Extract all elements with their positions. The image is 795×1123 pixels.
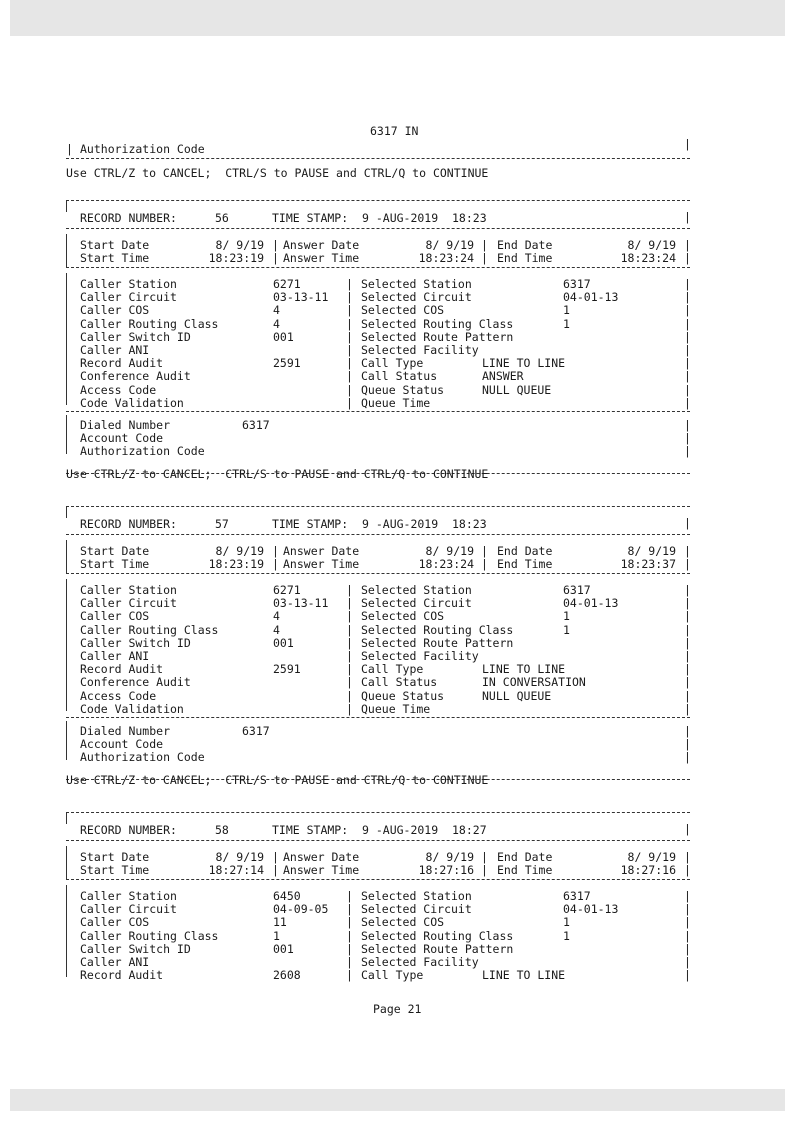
bar: |: [684, 382, 691, 397]
bar: |: [346, 915, 353, 930]
answer-date-label: Answer Date: [283, 850, 360, 864]
bar: |: [272, 863, 279, 877]
scan-top-band: [10, 0, 785, 36]
selected-routing-class: 1: [563, 316, 570, 331]
start-date-label: Start Date: [80, 544, 150, 558]
queue-status: NULL QUEUE: [482, 382, 552, 397]
caller-circuit: 03-13-11: [273, 596, 329, 611]
bar: |: [346, 329, 353, 344]
divider: [66, 534, 690, 535]
page-title: 6317 IN: [370, 124, 419, 138]
bar: |: [684, 343, 691, 357]
bar: |: [481, 238, 488, 252]
selected-routing-class: 1: [563, 928, 570, 943]
bar: |: [684, 316, 691, 331]
code-validation-label: Code Validation: [80, 395, 184, 410]
bar: |: [684, 557, 691, 571]
caller-ani-label: Caller ANI: [80, 649, 150, 663]
selected-cos-label: Selected COS: [361, 303, 445, 318]
queue-status: NULL QUEUE: [482, 688, 552, 703]
bar: |: [684, 238, 691, 252]
caller-station-label: Caller Station: [80, 889, 177, 903]
selected-station-label: Selected Station: [361, 277, 472, 291]
bar: |: [346, 675, 353, 690]
selected-cos: 1: [563, 915, 570, 930]
time-stamp-label: TIME STAMP:: [272, 211, 349, 225]
bar: |: [481, 251, 488, 265]
selected-route-pattern-label: Selected Route Pattern: [361, 635, 514, 650]
record-audit-label: Record Audit: [80, 356, 164, 371]
caller-switch-id: 001: [273, 635, 294, 650]
record-number-label: RECORD NUMBER:: [80, 517, 177, 531]
call-type: LINE TO LINE: [482, 356, 566, 371]
caller-circuit: 04-09-05: [273, 902, 329, 917]
selected-circuit-label: Selected Circuit: [361, 596, 472, 611]
vertical-rule: [66, 885, 67, 977]
call-status: ANSWER: [482, 369, 524, 384]
bar: |: [684, 902, 691, 917]
selected-circuit-label: Selected Circuit: [361, 902, 472, 917]
bar: |: [684, 609, 691, 624]
caller-cos-label: Caller COS: [80, 915, 150, 930]
caller-station: 6271: [273, 583, 301, 597]
selected-circuit-label: Selected Circuit: [361, 290, 472, 305]
caller-switch-id-label: Caller Switch ID: [80, 941, 191, 956]
end-date: 8/ 9/19: [627, 238, 676, 252]
caller-station: 6271: [273, 277, 301, 291]
caller-station: 6450: [273, 889, 301, 903]
bar: |: [684, 277, 691, 291]
record-number-label: RECORD NUMBER:: [80, 211, 177, 225]
bar: |: [346, 596, 353, 611]
bar: |: [346, 955, 353, 969]
call-status-label: Call Status: [361, 369, 438, 384]
bar: |: [272, 544, 279, 558]
start-time-label: Start Time: [80, 251, 150, 265]
call-type-label: Call Type: [361, 968, 424, 983]
divider: [66, 267, 690, 268]
caller-circuit: 03-13-11: [273, 290, 329, 305]
bar: |: [684, 583, 691, 597]
bar: |: [684, 675, 691, 690]
record-audit: 2608: [273, 968, 301, 983]
bar: |: [684, 596, 691, 611]
bar: |: [346, 941, 353, 956]
call-status-label: Call Status: [361, 675, 438, 690]
prev-authorization-code-label: Authorization Code: [80, 142, 205, 156]
bar: |: [272, 238, 279, 252]
start-time-label: Start Time: [80, 557, 150, 571]
bar: |: [684, 822, 691, 836]
selected-facility-label: Selected Facility: [361, 955, 479, 969]
bar: |: [684, 329, 691, 344]
dialed-number: 6317: [242, 724, 270, 738]
caller-cos: 11: [273, 915, 287, 930]
conference-audit-label: Conference Audit: [80, 675, 191, 690]
selected-routing-class: 1: [563, 622, 570, 637]
call-status: IN CONVERSATION: [482, 675, 586, 690]
bar: |: [346, 356, 353, 371]
bar: |: [684, 418, 691, 432]
call-type: LINE TO LINE: [482, 662, 566, 677]
divider: [66, 840, 690, 841]
caller-ani-label: Caller ANI: [80, 955, 150, 969]
queue-time-label: Queue Time: [361, 395, 431, 410]
answer-date: 8/ 9/19: [425, 850, 474, 864]
vertical-rule: [66, 579, 67, 711]
bar: |: [684, 516, 691, 530]
end-time-label: End Time: [497, 557, 553, 571]
divider: [66, 200, 690, 201]
divider: [66, 717, 690, 718]
end-date-label: End Date: [497, 238, 553, 252]
selected-routing-class-label: Selected Routing Class: [361, 622, 514, 637]
bar: |: [684, 662, 691, 677]
bar: |: [481, 557, 488, 571]
selected-circuit: 04-01-13: [563, 596, 619, 611]
queue-status-label: Queue Status: [361, 688, 445, 703]
caller-routing-class: 1: [273, 928, 280, 943]
bar: |: [684, 724, 691, 738]
bar: |: [684, 251, 691, 265]
selected-facility-label: Selected Facility: [361, 649, 479, 663]
bar: |: [684, 137, 691, 151]
bar: |: [684, 850, 691, 864]
answer-time: 18:23:24: [418, 557, 474, 571]
record-audit: 2591: [273, 356, 301, 371]
caller-switch-id-label: Caller Switch ID: [80, 635, 191, 650]
caller-switch-id-label: Caller Switch ID: [80, 329, 191, 344]
time-stamp: 9 -AUG-2019 18:23: [362, 211, 487, 225]
bar: |: [684, 356, 691, 371]
selected-route-pattern-label: Selected Route Pattern: [361, 329, 514, 344]
caller-station-label: Caller Station: [80, 277, 177, 291]
caller-ani-label: Caller ANI: [80, 343, 150, 357]
end-date: 8/ 9/19: [627, 544, 676, 558]
divider: [66, 573, 690, 574]
bar: |: [346, 635, 353, 650]
end-date: 8/ 9/19: [627, 850, 676, 864]
selected-station: 6317: [563, 583, 591, 597]
selected-routing-class-label: Selected Routing Class: [361, 316, 514, 331]
selected-station-label: Selected Station: [361, 583, 472, 597]
instruction-line: Use CTRL/Z to CANCEL; CTRL/S to PAUSE and CTRL/Q to CONTINUE: [66, 467, 489, 481]
start-time: 18:27:14: [208, 863, 264, 877]
bar: |: [684, 444, 691, 458]
bar: |: [272, 850, 279, 864]
answer-time: 18:27:16: [418, 863, 474, 877]
start-date: 8/ 9/19: [215, 850, 264, 864]
bar: |: [346, 968, 353, 983]
end-time-label: End Time: [497, 863, 553, 877]
bar: |: [346, 902, 353, 917]
vertical-rule: [66, 846, 67, 879]
conference-audit-label: Conference Audit: [80, 369, 191, 384]
selected-circuit: 04-01-13: [563, 290, 619, 305]
dialed-number-label: Dialed Number: [80, 418, 171, 432]
record-number-label: RECORD NUMBER:: [80, 823, 177, 837]
answer-time-label: Answer Time: [283, 863, 360, 877]
vertical-rule: [66, 273, 67, 405]
time-stamp: 9 -AUG-2019 18:27: [362, 823, 487, 837]
call-type-label: Call Type: [361, 356, 424, 371]
end-time: 18:27:16: [620, 863, 676, 877]
bar: |: [684, 431, 691, 445]
bar: |: [684, 701, 691, 716]
divider: [66, 506, 690, 507]
caller-cos: 4: [273, 303, 280, 318]
record-number: 57: [215, 517, 229, 531]
instruction-line: Use CTRL/Z to CANCEL; CTRL/S to PAUSE and CTRL/Q to CONTINUE: [66, 166, 489, 180]
bar: |: [346, 369, 353, 384]
bar: |: [346, 583, 353, 597]
caller-station-label: Caller Station: [80, 583, 177, 597]
selected-facility-label: Selected Facility: [361, 343, 479, 357]
caller-cos: 4: [273, 609, 280, 624]
bar: |: [684, 688, 691, 703]
end-time-label: End Time: [497, 251, 553, 265]
queue-time-label: Queue Time: [361, 701, 431, 716]
bar: |: [684, 544, 691, 558]
bar: |: [684, 369, 691, 384]
bar: |: [272, 251, 279, 265]
vertical-rule: [66, 506, 67, 518]
start-date-label: Start Date: [80, 850, 150, 864]
bar: |: [684, 750, 691, 764]
bar: |: [684, 928, 691, 943]
bar: |: [272, 557, 279, 571]
selected-cos-label: Selected COS: [361, 609, 445, 624]
record-number: 56: [215, 211, 229, 225]
vertical-rule: [66, 234, 67, 267]
divider: [66, 411, 690, 412]
instruction-line: Use CTRL/Z to CANCEL; CTRL/S to PAUSE and CTRL/Q to CONTINUE: [66, 773, 489, 787]
queue-status-label: Queue Status: [361, 382, 445, 397]
bar: |: [481, 544, 488, 558]
caller-routing-class: 4: [273, 316, 280, 331]
bar: |: [346, 303, 353, 318]
time-stamp: 9 -AUG-2019 18:23: [362, 517, 487, 531]
answer-date-label: Answer Date: [283, 544, 360, 558]
bar: |: [684, 737, 691, 751]
selected-routing-class-label: Selected Routing Class: [361, 928, 514, 943]
end-time: 18:23:37: [620, 557, 676, 571]
bar: |: [346, 609, 353, 624]
bar: |: [346, 290, 353, 305]
bar: |: [346, 688, 353, 703]
vertical-rule: [66, 721, 67, 760]
caller-switch-id: 001: [273, 941, 294, 956]
caller-cos-label: Caller COS: [80, 609, 150, 624]
selected-cos-label: Selected COS: [361, 915, 445, 930]
dialed-number-label: Dialed Number: [80, 724, 171, 738]
divider: [66, 812, 690, 813]
page-number: Page 21: [373, 1002, 422, 1016]
vertical-rule: [66, 200, 67, 212]
bar: |: [684, 863, 691, 877]
caller-routing-class-label: Caller Routing Class: [80, 928, 219, 943]
selected-circuit: 04-01-13: [563, 902, 619, 917]
account-code-label: Account Code: [80, 737, 164, 751]
answer-time-label: Answer Time: [283, 251, 360, 265]
call-type-label: Call Type: [361, 662, 424, 677]
bar: |: [346, 928, 353, 943]
caller-routing-class: 4: [273, 622, 280, 637]
call-type: LINE TO LINE: [482, 968, 566, 983]
start-time: 18:23:19: [208, 557, 264, 571]
caller-switch-id: 001: [273, 329, 294, 344]
record-number: 58: [215, 823, 229, 837]
bar: |: [684, 649, 691, 663]
selected-station-label: Selected Station: [361, 889, 472, 903]
answer-date: 8/ 9/19: [425, 238, 474, 252]
start-date: 8/ 9/19: [215, 238, 264, 252]
answer-date-label: Answer Date: [283, 238, 360, 252]
start-date: 8/ 9/19: [215, 544, 264, 558]
bar: |: [684, 395, 691, 410]
bar: |: [346, 343, 353, 357]
caller-routing-class-label: Caller Routing Class: [80, 622, 219, 637]
vertical-rule: [66, 812, 67, 824]
bar: |: [684, 915, 691, 930]
bar: |: [346, 316, 353, 331]
bar: |: [684, 955, 691, 969]
selected-cos: 1: [563, 609, 570, 624]
scan-bottom-band: [10, 1089, 785, 1111]
start-time-label: Start Time: [80, 863, 150, 877]
vertical-rule: [66, 415, 67, 454]
bar: |: [346, 382, 353, 397]
bar: |: [684, 889, 691, 903]
end-time: 18:23:24: [620, 251, 676, 265]
bar: |: [684, 622, 691, 637]
bar: |: [346, 395, 353, 410]
record-audit: 2591: [273, 662, 301, 677]
divider: [66, 228, 690, 229]
end-date-label: End Date: [497, 850, 553, 864]
time-stamp-label: TIME STAMP:: [272, 517, 349, 531]
record-audit-label: Record Audit: [80, 662, 164, 677]
selected-station: 6317: [563, 889, 591, 903]
vertical-rule: [66, 540, 67, 573]
divider: [66, 879, 690, 880]
bar: |: [346, 277, 353, 291]
bar: |: [346, 622, 353, 637]
authorization-code-label: Authorization Code: [80, 750, 205, 764]
caller-circuit-label: Caller Circuit: [80, 902, 177, 917]
bar: |: [346, 649, 353, 663]
bar: |: [684, 290, 691, 305]
answer-date: 8/ 9/19: [425, 544, 474, 558]
caller-circuit-label: Caller Circuit: [80, 596, 177, 611]
bar: |: [346, 662, 353, 677]
start-date-label: Start Date: [80, 238, 150, 252]
bar: |: [346, 889, 353, 903]
code-validation-label: Code Validation: [80, 701, 184, 716]
bar: |: [684, 941, 691, 956]
start-time: 18:23:19: [208, 251, 264, 265]
end-date-label: End Date: [497, 544, 553, 558]
access-code-label: Access Code: [80, 382, 157, 397]
selected-station: 6317: [563, 277, 591, 291]
bar: |: [346, 701, 353, 716]
divider: [66, 158, 690, 159]
account-code-label: Account Code: [80, 431, 164, 445]
answer-time-label: Answer Time: [283, 557, 360, 571]
record-audit-label: Record Audit: [80, 968, 164, 983]
caller-circuit-label: Caller Circuit: [80, 290, 177, 305]
access-code-label: Access Code: [80, 688, 157, 703]
bar: |: [481, 863, 488, 877]
authorization-code-label: Authorization Code: [80, 444, 205, 458]
caller-routing-class-label: Caller Routing Class: [80, 316, 219, 331]
bar: |: [684, 635, 691, 650]
selected-cos: 1: [563, 303, 570, 318]
selected-route-pattern-label: Selected Route Pattern: [361, 941, 514, 956]
bar: |: [481, 850, 488, 864]
caller-cos-label: Caller COS: [80, 303, 150, 318]
answer-time: 18:23:24: [418, 251, 474, 265]
bar: |: [684, 210, 691, 224]
bar: |: [684, 968, 691, 983]
bar: |: [684, 303, 691, 318]
time-stamp-label: TIME STAMP:: [272, 823, 349, 837]
bar: |: [66, 142, 73, 156]
dialed-number: 6317: [242, 418, 270, 432]
